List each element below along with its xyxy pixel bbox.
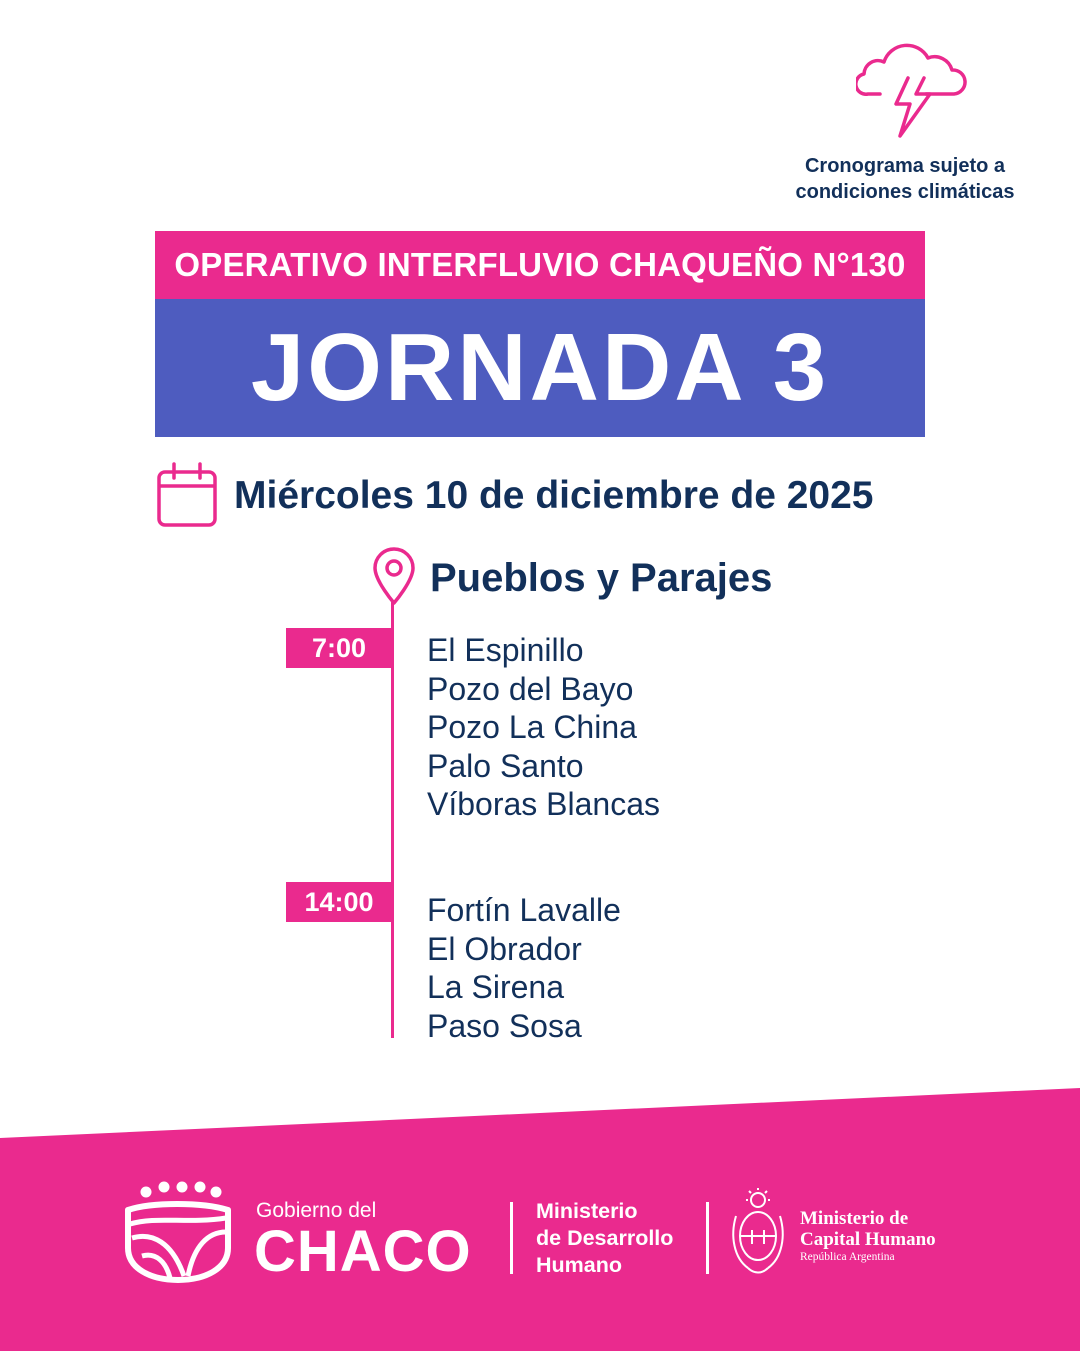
weather-notice-line1: Cronograma sujeto a: [804, 155, 1006, 177]
weather-notice-line2: condiciones climáticas: [795, 181, 1015, 203]
footer-divider: [510, 1202, 513, 1274]
gobierno-label: Gobierno del: [256, 1199, 377, 1222]
ministerio-line: Ministerio: [536, 1199, 638, 1223]
capital-line3: República Argentina: [800, 1251, 895, 1263]
list-item: El Obrador: [427, 930, 582, 967]
ministerio-desarrollo-label: [536, 1198, 673, 1279]
time-badge-afternoon: 14:00: [286, 882, 392, 922]
place-list-morning: [427, 631, 660, 824]
list-item: Fortín Lavalle: [427, 892, 621, 928]
calendar-icon: [156, 462, 218, 528]
location-pin-icon: [372, 547, 416, 605]
list-item: Palo Santo: [427, 747, 584, 784]
list-item: El Espinillo: [427, 632, 584, 668]
operation-banner: OPERATIVO INTERFLUVIO CHAQUEÑO N°130: [155, 231, 925, 299]
list-item: Víboras Blancas: [427, 786, 661, 822]
schedule-title: Pueblos y Parajes: [430, 556, 773, 600]
ministerio-line: Humano: [536, 1253, 622, 1277]
list-item: La Sirena: [427, 969, 564, 1005]
list-item: Pozo La China: [427, 709, 637, 745]
storm-cloud-lightning-icon: [856, 40, 968, 140]
time-badge-morning: 7:00: [286, 628, 392, 668]
argentina-coat-of-arms-icon: [730, 1186, 786, 1280]
event-date: Miércoles 10 de diciembre de 2025: [234, 474, 874, 517]
list-item: Paso Sosa: [427, 1007, 582, 1044]
chaco-wordmark: CHACO: [254, 1219, 472, 1284]
capital-line2: Capital Humano: [800, 1229, 936, 1250]
list-item: Pozo del Bayo: [427, 670, 634, 707]
weather-notice: [760, 153, 1050, 205]
footer-divider: [706, 1202, 709, 1274]
ministerio-line: de Desarrollo: [536, 1226, 674, 1250]
place-list-afternoon: [427, 891, 621, 1045]
ministerio-capital-humano-label: [800, 1208, 936, 1264]
jornada-title: JORNADA 3: [155, 299, 925, 437]
capital-line1: Ministerio de: [800, 1208, 909, 1229]
chaco-government-logo: [122, 1180, 234, 1284]
